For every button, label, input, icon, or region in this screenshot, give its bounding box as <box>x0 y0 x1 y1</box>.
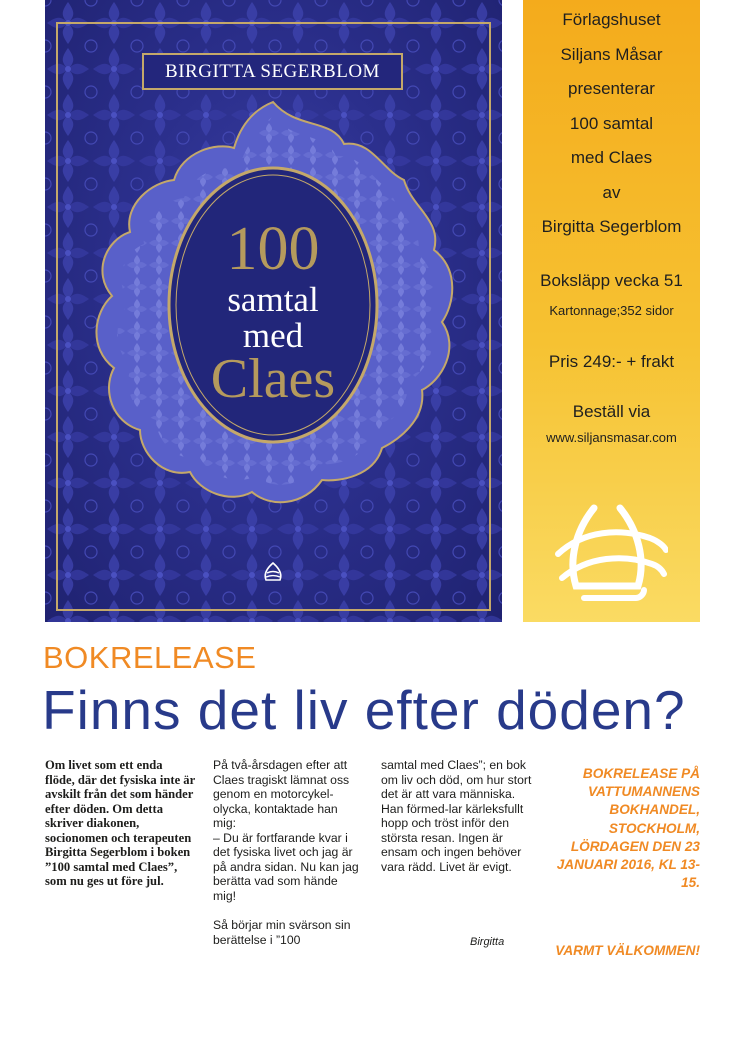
cover-title <box>173 215 373 410</box>
cover-title-med: med <box>242 316 304 355</box>
sidebar-title-line: av <box>602 182 621 202</box>
article-paragraph: På två-årsdagen efter att Claes tragiskt lämnat oss genom en motorcykel-olycka, kontaktade han mig: <box>213 758 350 830</box>
sidebar-order-link[interactable]: www.siljansmasar.com <box>546 429 677 445</box>
publisher-logo-icon <box>262 561 284 583</box>
article-signature: Birgitta <box>470 936 505 948</box>
article-column-2 <box>213 758 363 947</box>
sidebar-title-line: 100 samtal <box>569 113 654 133</box>
sidebar-release-week: Boksläpp vecka 51 <box>540 270 683 290</box>
sidebar-order-label: Beställ via <box>572 401 651 421</box>
sidebar-title-line: Siljans Måsar <box>560 44 663 64</box>
sidebar-title-line: presenterar <box>568 79 655 98</box>
article-lead: Om livet som ett enda flöde, där det fysiska inte är avskilt från det som händer efter döden. Om detta skriver diakonen, socionomen och terapeuten Birgitta Segerblom i boken ”100 samtal med Claes”, som nu ges ut före jul. <box>45 758 195 888</box>
article-paragraph: samtal med Claes”; en bok om liv och död, om hur stort det är att vara människa. Han förmed-lar kärleksfullt hopp och tröst inför den största resan. Ingen är ensam och ingen behöver vara rädd. Livet är evigt. <box>381 758 532 874</box>
sidebar-title-line: Birgitta Segerblom <box>541 217 682 236</box>
cover-author-band: BIRGITTA SEGERBLOM <box>142 53 403 90</box>
section-kicker: BOKRELEASE <box>43 640 257 675</box>
sidebar-title <box>523 0 700 245</box>
sidebar-price: Pris 249:- + frakt <box>548 351 675 371</box>
cover-title-samtal: samtal <box>227 280 319 319</box>
article-column-3 <box>381 758 533 874</box>
siljans-masar-logo-icon <box>554 500 668 604</box>
article-paragraph: Så börjar min svärson sin berättelse i ”100 <box>213 918 351 947</box>
sidebar-format: Kartonnage;352 sidor <box>549 302 674 318</box>
sidebar-title-line: med Claes <box>570 148 653 167</box>
book-cover <box>45 0 502 622</box>
article-headline: Finns det liv efter döden? <box>42 679 686 741</box>
cover-title-number: 100 <box>226 215 320 283</box>
welcome-message: VARMT VÄLKOMMEN! <box>555 943 700 958</box>
cover-title-claes: Claes <box>210 348 336 410</box>
article-paragraph: – Du är fortfarande kvar i det fysiska livet och jag är på andra sidan. Nu kan jag berätta vad som hände mig! <box>213 830 359 903</box>
event-announcement: BOKRELEASE PÅ VATTUMANNENS BOKHANDEL, STOCKHOLM, LÖRDAGEN DEN 23 JANUARI 2016, KL 13-15. <box>556 766 700 891</box>
sidebar-title-line: Förlagshuset <box>562 10 661 29</box>
info-sidebar <box>523 0 700 622</box>
